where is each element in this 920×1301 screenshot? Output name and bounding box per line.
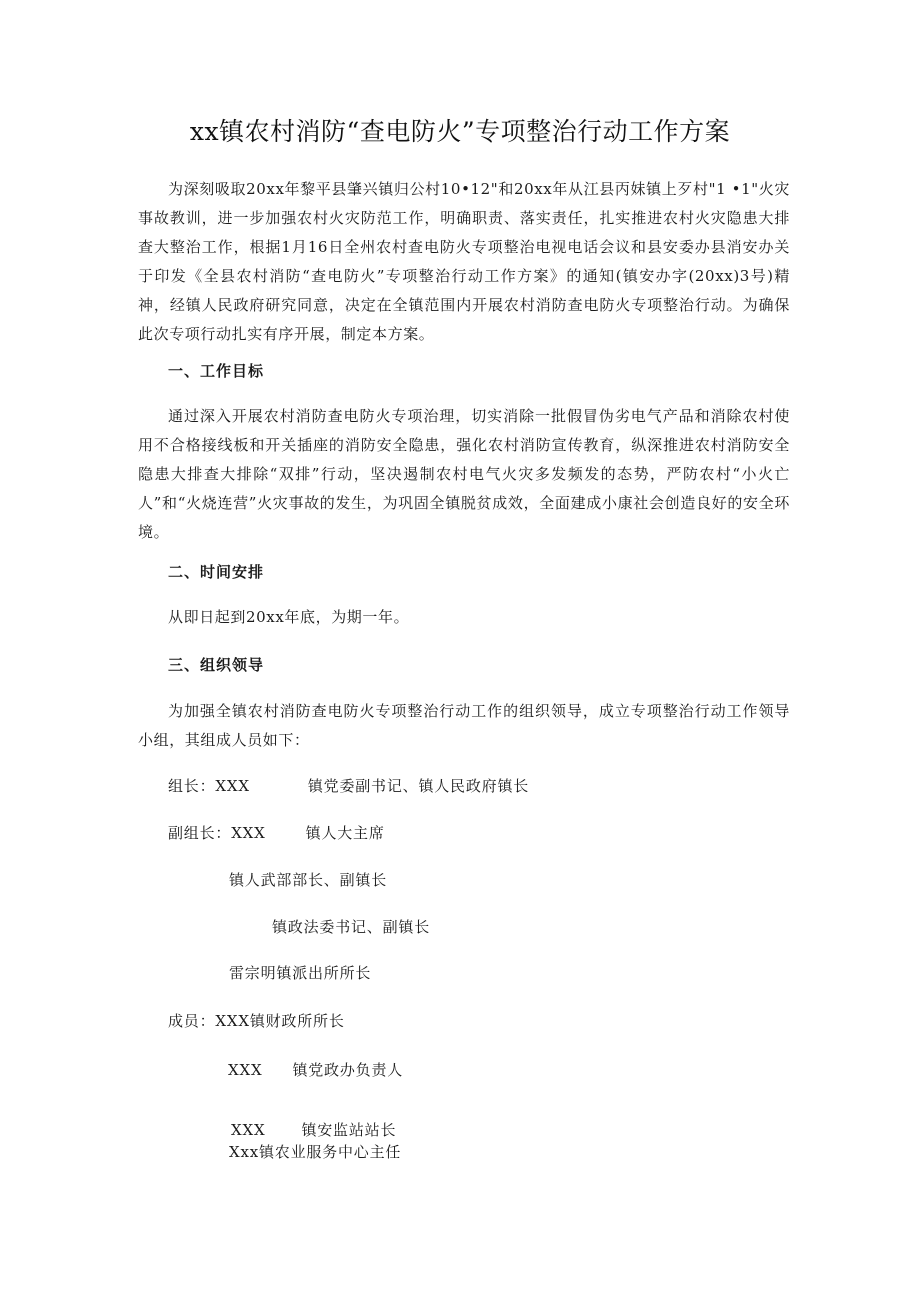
leader-line [168, 775, 529, 796]
deputy-line-4: 雷宗明镇派出所所长 [229, 964, 372, 982]
member-3-role: 镇安监站站长 [301, 1121, 397, 1139]
deputy-line-3: 镇政法委书记、副镇长 [272, 918, 431, 936]
deputy-role: 镇人大主席 [305, 824, 385, 842]
deputy-line-2: 镇人武部部长、副镇长 [229, 871, 388, 889]
member-2-name: XXX [228, 1061, 263, 1079]
member-2-role: 镇党政办负责人 [292, 1061, 404, 1079]
deputy-label: 副组长：XXX [168, 824, 266, 842]
section-heading-goal: 一、工作目标 [168, 362, 265, 380]
section-body-schedule: 从即日起到20xx年底，为期一年。 [168, 608, 410, 626]
member-line-4: Xxx镇农业服务中心主任 [229, 1143, 402, 1161]
section-heading-organization: 三、组织领导 [168, 656, 265, 674]
document-title: xx镇农村消防“查电防火”专项整治行动工作方案 [189, 117, 731, 146]
intro-paragraph: 为深刻吸取20xx年黎平县肇兴镇归公村10•12"和20xx年从江县丙妹镇上歹村"1 •1"火灾事故教训，进一步加强农村火灾防范工作，明确职责、落实责任，扎实推进农村火灾隐患大排查大整治工作，根据1月16日全州农村查电防火专项整治电视电话会议和县安委办县消安办关于印发《全县农村消防“查电防火”专项整治行动工作方案》的通知(镇安办字(20xx)3号)精神，经镇人民政府研究同意，决定在全镇范围内开展农村消防查电防火专项整治行动。为确保此次专项行动扎实有序开展，制定本方案。 [138, 180, 790, 343]
member-line-2 [228, 1059, 403, 1080]
leader-role: 镇党委副书记、镇人民政府镇长 [307, 777, 530, 795]
deputy-line [168, 822, 385, 843]
section-body-organization: 为加强全镇农村消防查电防火专项整治行动工作的组织领导，成立专项整治行动工作领导小组，其组成人员如下： [138, 702, 790, 749]
member-line-3 [231, 1119, 396, 1140]
member-line: 成员：XXX镇财政所所长 [168, 1012, 345, 1030]
section-heading-schedule: 二、时间安排 [168, 563, 265, 581]
member-3-name: XXX [231, 1121, 266, 1139]
leader-label: 组长：XXX [168, 777, 250, 795]
section-body-goal: 通过深入开展农村消防查电防火专项治理，切实消除一批假冒伪劣电气产品和消除农村使用不合格接线板和开关插座的消防安全隐患，强化农村消防宣传教育，纵深推进农村消防安全隐患大排查大排除“双排”行动，坚决遏制农村电气火灾多发频发的态势，严防农村“小火亡人”和“火烧连营”火灾事故的发生，为巩固全镇脱贫成效，全面建成小康社会创造良好的安全环境。 [138, 407, 790, 541]
